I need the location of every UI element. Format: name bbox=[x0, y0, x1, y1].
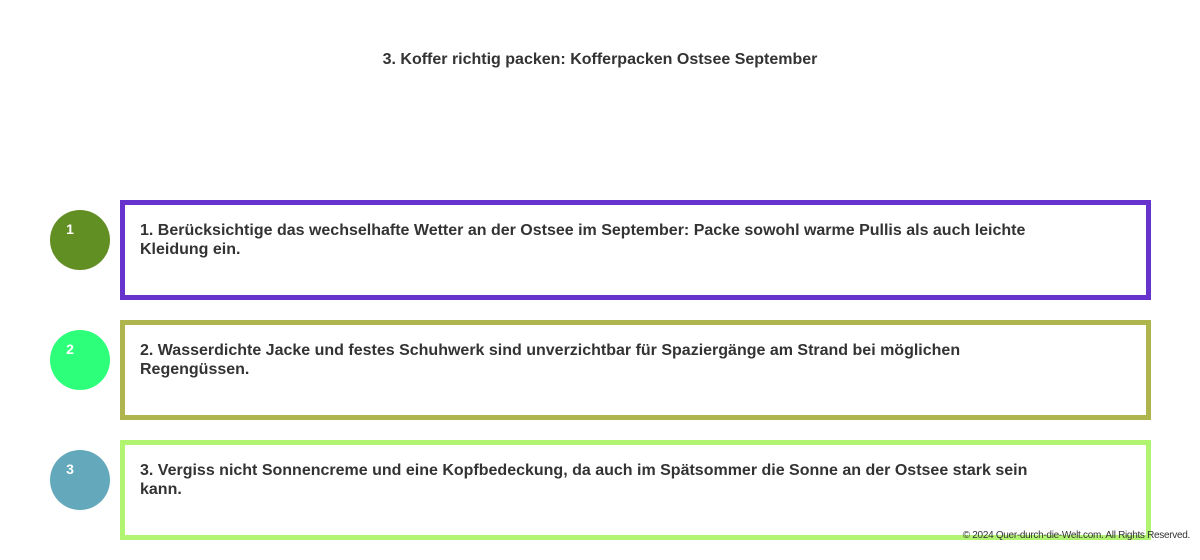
step-number-circle bbox=[50, 330, 110, 390]
step-text: 3. Vergiss nicht Sonnencreme und eine Kopfbedeckung, da auch im Spätsommer die Sonne an der Ostsee stark sein kann. bbox=[140, 462, 1028, 498]
step-text: 2. Wasserdichte Jacke und festes Schuhwerk sind unverzichtbar für Spaziergänge am Strand bei möglichen Regengüssen. bbox=[140, 342, 961, 378]
copyright-footer: © 2024 Quer-durch-die-Welt.com. All Rights Reserved. bbox=[962, 530, 1190, 541]
step-number: 3 bbox=[66, 461, 74, 477]
step-1 bbox=[0, 200, 1200, 300]
step-2 bbox=[0, 320, 1200, 420]
step-number: 2 bbox=[66, 341, 74, 357]
step-box bbox=[120, 440, 1151, 540]
step-3 bbox=[0, 440, 1200, 540]
step-number-circle bbox=[50, 450, 110, 510]
step-box bbox=[120, 200, 1151, 300]
step-box bbox=[120, 320, 1151, 420]
step-number-circle bbox=[50, 210, 110, 270]
page-title: 3. Koffer richtig packen: Kofferpacken Ostsee September bbox=[382, 51, 818, 68]
step-text: 1. Berücksichtige das wechselhafte Wetter an der Ostsee im September: Packe sowohl warme Pullis als auch leichte Kleidung ein. bbox=[140, 222, 1026, 258]
step-number: 1 bbox=[66, 221, 74, 237]
